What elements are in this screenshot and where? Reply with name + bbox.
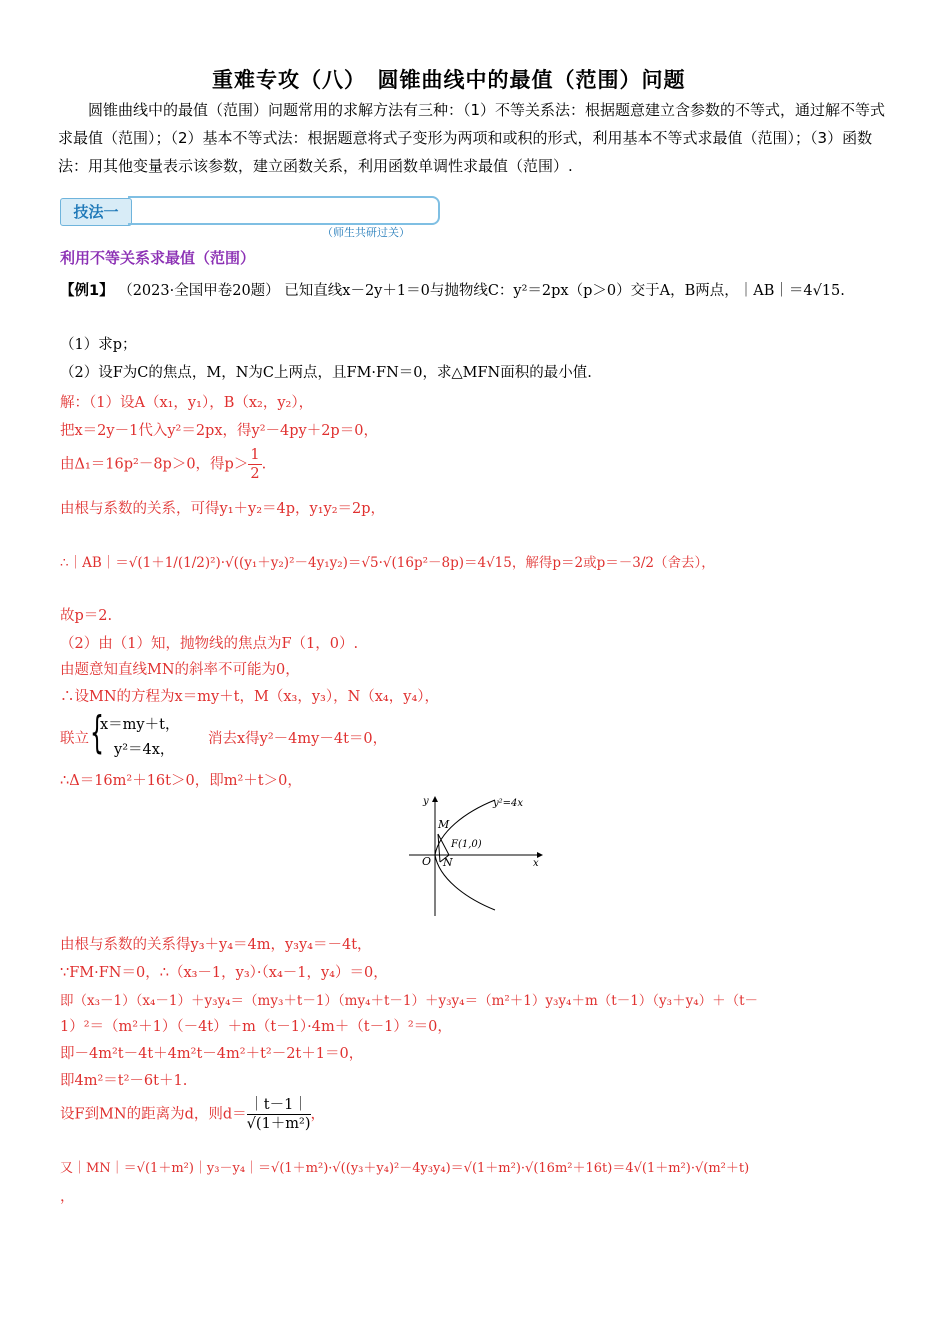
x-axis-label: x: [533, 858, 539, 869]
solution-line: 解：（1）设A（x₁，y₁），B（x₂，y₂），: [60, 395, 314, 411]
solution-line: 即－4m²t－4t＋4m²t－4m²＋t²－2t＋1＝0，: [60, 1046, 364, 1062]
question-2: （2）设F为C的焦点，M，N为C上两点，且FM·FN＝0，求△MFN面积的最小值.: [60, 365, 592, 381]
y-axis-arrow: [432, 796, 438, 802]
solution-text: .: [261, 456, 267, 473]
intro-paragraph: 圆锥曲线中的最值（范围）问题常用的求解方法有三种：（1）不等关系法：根据题意建立含参数的不等式，通过解不等式求最值（范围）；（2）基本不等式法：根据题意将式子变形为两项和或积的形式，利用基本不等式求最值（范围）；（3）函数法：用其他变量表示该参数，建立函数关系，利用函数单调性求最值（范围）.: [58, 101, 886, 175]
solution-line: 1）²＝（m²＋1）（－4t）＋m（t－1）·4m＋（t－1）²＝0，: [60, 1019, 452, 1035]
solution-text: 消去x得y²－4my－4t＝0，: [208, 731, 388, 747]
solution-line: 即4m²＝t²－6t＋1.: [60, 1073, 188, 1089]
fraction-denominator: √(1＋m²): [246, 1116, 311, 1132]
solution-line: 由题意知直线MN的斜率不可能为0，: [60, 662, 300, 678]
badge-frame: [128, 196, 440, 225]
solution-text: ，: [310, 1106, 326, 1123]
example-source: （2023·全国甲卷20题）: [118, 283, 280, 299]
solution-text: 设F到MN的距离为d，则d＝: [60, 1106, 247, 1123]
system-brace: {: [90, 707, 104, 758]
example-stem: [60, 277, 890, 305]
solution-line: ，: [60, 1189, 75, 1205]
solution-line: [60, 446, 266, 483]
curve-label: y²=4x: [493, 798, 524, 809]
fraction: [247, 1096, 311, 1133]
section-heading: 利用不等关系求最值（范围）: [60, 249, 256, 267]
system-equation-1: x＝my＋t，: [100, 717, 180, 733]
fraction-numerator: 1: [250, 447, 260, 463]
question-1: （1）求p；: [60, 337, 137, 353]
origin-label: O: [422, 855, 432, 868]
system-equation-2: y²＝4x，: [114, 742, 175, 758]
solution-line: 故p＝2.: [60, 608, 113, 624]
solution-line: ∴Δ＝16m²＋16t＞0，即m²＋t＞0，: [60, 773, 302, 789]
solution-line: 由根与系数的关系，可得y₁＋y₂＝4p，y₁y₂＝2p，: [60, 501, 386, 517]
solution-text: 联立: [60, 731, 89, 747]
y-axis-label: y: [423, 796, 429, 807]
solution-line: 由根与系数的关系得y₃＋y₄＝4m，y₃y₄＝－4t，: [60, 937, 372, 953]
fraction-denominator: 2: [250, 466, 260, 482]
solution-line: ∴设MN的方程为x＝my＋t，M（x₃，y₃），N（x₄，y₄），: [60, 689, 440, 705]
solution-line: 把x＝2y－1代入y²＝2px，得y²－4py＋2p＝0，: [60, 423, 378, 439]
example-tag: 【例1】: [60, 283, 114, 299]
badge-note: （师生共研过关）: [322, 226, 410, 239]
point-n-label: N: [443, 856, 453, 869]
method-badge: 技法一: [60, 198, 132, 226]
solution-line: 即（x₃－1）（x₄－1）＋y₃y₄＝（my₃＋t－1）（my₄＋t－1）＋y₃y₄＝（m²＋1）y₃y₄＋m（t－1）（y₃＋y₄）＋（t－: [60, 993, 759, 1009]
page-title: 重难专攻（八） 圆锥曲线中的最值（范围）问题: [212, 68, 686, 92]
solution-line: [60, 1096, 325, 1133]
solution-line: （2）由（1）知，抛物线的焦点为F（1，0）.: [60, 636, 359, 652]
solution-text: 由Δ₁＝16p²－8p＞0，得p＞: [60, 456, 249, 473]
solution-line: ∴｜AB｜＝√(1＋1/(1/2)²)·√((y₁＋y₂)²－4y₁y₂)＝√5·√(16p²－8p)＝4√15，解得p＝2或p＝－3/2（舍去），: [60, 555, 715, 571]
parabola-figure: [405, 792, 545, 920]
fraction: [248, 446, 261, 483]
solution-line: 又｜MN｜＝√(1＋m²)｜y₃－y₄｜＝√(1＋m²)·√((y₃＋y₄)²－4y₃y₄)＝√(1＋m²)·√(16m²＋16t)＝4√(1＋m²)·√(m²＋t): [60, 1161, 750, 1176]
focus-label: F(1,0): [451, 839, 482, 850]
solution-line: ∵FM·FN＝0，∴（x₃－1，y₃）·（x₄－1，y₄）＝0，: [60, 965, 388, 981]
fraction-numerator: ｜t－1｜: [247, 1096, 311, 1115]
example-text: 已知直线x－2y＋1＝0与抛物线C：y²＝2px（p＞0）交于A，B两点，｜AB｜＝4√15.: [284, 283, 845, 299]
point-m-label: M: [438, 818, 450, 831]
